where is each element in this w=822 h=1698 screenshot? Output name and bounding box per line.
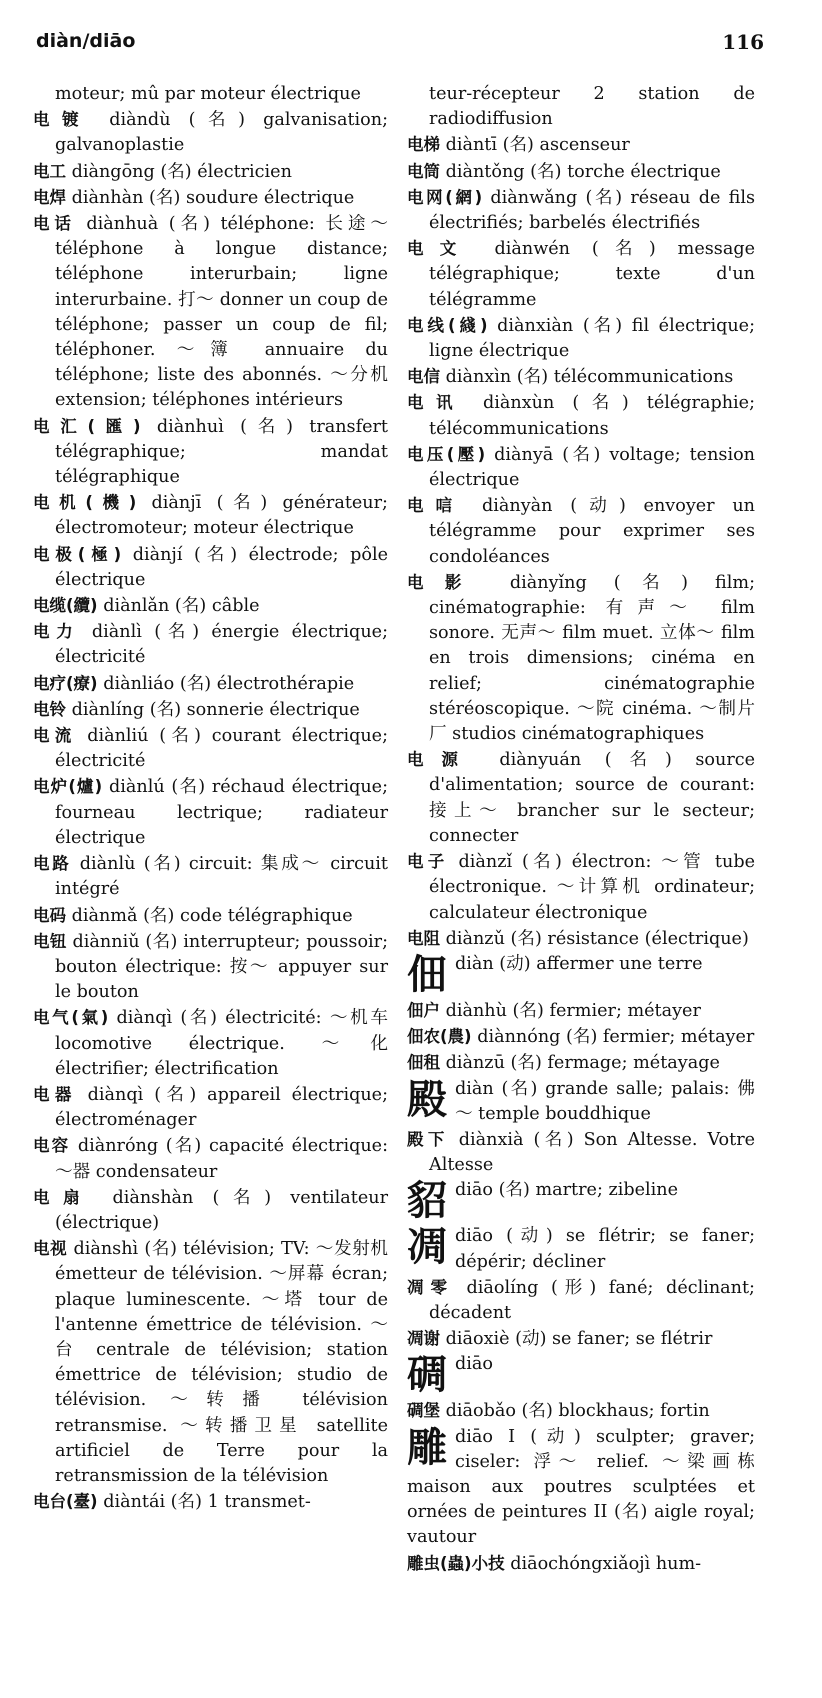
entry-headword: 碉堡	[407, 1401, 440, 1421]
entry-text: diànjí (名) électrode; pôle électrique	[55, 544, 388, 590]
dictionary-entry	[407, 132, 755, 158]
right-column	[407, 82, 755, 1577]
entry-text: diànqì (名) électricité: ～机车 locomotive électrique. ～化 électrifier; électrification	[55, 1008, 388, 1079]
page-number: 116	[722, 30, 764, 54]
entry-headword: 殿下	[407, 1129, 449, 1149]
head-character: 凋	[407, 1223, 447, 1271]
entry-text: diànwǎng (名) réseau de fils électrifiés; barbelés électrifiés	[429, 187, 755, 234]
entry-headword: 电极(極)	[33, 544, 122, 564]
entry-text: diāo	[455, 1354, 493, 1375]
entry-text: diànhuà (名) téléphone: 长途～ téléphone à longue distance; téléphone interurbain; ligne interurbaine. 打～ donner un coup de téléphone; passer un coup de fil; téléphoner. ～簿 annuaire du téléphone; liste des abonnés. ～分机 extension; téléphones intérieurs	[55, 214, 389, 411]
entry-text: diànxià (名) Son Altesse. Votre Altesse	[429, 1129, 756, 1176]
entry-text: diāo I (动) sculpter; graver; ciseler: 浮～ relief. ～梁画栋 maison aux poutres sculptées et ornées de peintures II (名) aigle royal; vautour	[407, 1426, 755, 1548]
dictionary-entry	[407, 747, 755, 849]
entry-continuation	[33, 82, 388, 107]
dictionary-entry	[33, 697, 388, 723]
entry-headword: 电容	[33, 1136, 71, 1156]
dictionary-entry	[407, 570, 755, 747]
dictionary-entry	[407, 442, 755, 493]
entry-headword: 电筒	[407, 161, 440, 181]
entry-text: diànlù (名) circuit: 集成～ circuit intégré	[55, 854, 388, 900]
head-character: 殿	[407, 1075, 447, 1123]
entry-text: diànyǐng (名) film; cinématographie: 有声～ film sonore. 无声～ film muet. 立体～ film en trois dimensions; cinéma en relief; cinématographie stéréoscopique. ～院 cinéma. ～制片厂 studios cinématographiques	[429, 572, 755, 745]
dictionary-entry	[33, 185, 388, 211]
dictionary-entry	[33, 1133, 388, 1184]
entry-text: diàntǒng (名) torche électrique	[445, 161, 721, 182]
entry-text: diànniǔ (名) interrupteur; poussoir; bouton électrique: 按～ appuyer sur le bouton	[55, 931, 388, 1003]
dictionary-entry	[407, 1551, 755, 1577]
entry-text: diànmǎ (名) code télégraphique	[71, 905, 353, 926]
entry-text: diànhù (名) fermier; métayer	[445, 1000, 701, 1021]
entry-headword: 电器	[33, 1084, 77, 1104]
entry-text: diànxùn (名) télégraphie; télécommunications	[429, 393, 756, 439]
dictionary-entry	[407, 1024, 755, 1050]
dictionary-entry	[33, 671, 388, 697]
head-character-entry	[407, 1077, 755, 1127]
entry-headword: 电子	[407, 852, 449, 872]
entry-headword: 凋谢	[407, 1329, 440, 1349]
dictionary-entry	[407, 1326, 755, 1352]
entry-headword: 电钮	[33, 931, 67, 951]
dictionary-entry	[33, 723, 388, 774]
entry-headword: 电线(綫)	[407, 315, 488, 335]
entry-text: diāo (名) martre; zibeline	[455, 1180, 679, 1201]
dictionary-entry	[407, 236, 755, 313]
entry-text: diāobǎo (名) blockhaus; fortin	[445, 1401, 710, 1422]
entry-headword: 电扇	[33, 1187, 94, 1207]
head-character-entry	[407, 1425, 755, 1551]
head-character-entry	[407, 1224, 755, 1274]
entry-text: diànxìn (名) télécommunications	[445, 367, 734, 388]
dictionary-entry	[407, 1275, 755, 1326]
entry-text: diànliú (名) courant électrique; électricité	[55, 726, 389, 772]
entry-headword: 电码	[33, 905, 66, 925]
entry-headword: 电话	[33, 214, 76, 234]
dictionary-entry	[33, 851, 388, 902]
entry-headword: 电网(網)	[407, 187, 483, 207]
entry-text: teur-récepteur 2 station de radiodiffusion	[429, 84, 755, 130]
dictionary-entry	[33, 159, 388, 185]
entry-text: diàndù (名) galvanisation; galvanoplastie	[55, 110, 389, 156]
entry-headword: 电汇(匯)	[33, 416, 141, 436]
entry-headword: 电信	[407, 367, 440, 387]
entry-text: diànshì (名) télévision; TV: ～发射机 émetteur de télévision. ～屏幕 écran; plaque luminescente. ～塔 tour de l'antenne émettrice de télévision. ～台 centrale de télévision; station émettrice de télévision; studio de télévision. ～转播 télévision retransmise. ～转播卫星 satellite artificiel de Terre pour la retransmission de la télévision	[55, 1239, 389, 1486]
entry-headword: 电力	[33, 622, 80, 642]
entry-headword: 凋零	[407, 1277, 454, 1297]
dictionary-entry	[33, 490, 388, 541]
entry-text: diànyuán (名) source d'alimentation; source de courant: 接上～ brancher sur le secteur; connecter	[429, 750, 756, 846]
dictionary-entry	[33, 774, 388, 851]
dictionary-entry	[407, 493, 755, 570]
entry-text: diànlì (名) énergie électrique; électricité	[55, 622, 388, 668]
page-header	[36, 30, 764, 60]
entry-text: diāolíng (形) fané; déclinant; décadent	[429, 1277, 755, 1323]
head-character: 雕	[407, 1423, 447, 1471]
entry-text: diànjī (名) générateur; électromoteur; moteur électrique	[55, 493, 388, 539]
dictionary-entry	[407, 185, 755, 236]
entry-headword: 雕虫(蟲)小技	[407, 1553, 505, 1573]
entry-headword: 电流	[33, 726, 77, 746]
entry-headword: 电气(氣)	[33, 1008, 109, 1028]
left-column	[33, 82, 388, 1515]
entry-text: diànyàn (动) envoyer un télégramme pour exprimer ses condoléances	[429, 496, 755, 567]
entry-text: diànliáo (名) électrothérapie	[103, 673, 355, 694]
entry-text: diànxiàn (名) fil électrique; ligne électrique	[429, 315, 756, 362]
entry-text: diànwén (名) message télégraphique; texte d'un télégramme	[429, 239, 755, 310]
entry-text: diāoxiè (动) se faner; se flétrir	[445, 1329, 713, 1350]
dictionary-entry	[33, 211, 388, 414]
dictionary-entry	[33, 542, 388, 593]
entry-text: diànhuì (名) transfert télégraphique; mandat télégraphique	[55, 416, 388, 488]
dictionary-entry	[407, 1127, 755, 1178]
entry-headword: 电焊	[33, 187, 66, 207]
head-character-entry	[407, 952, 755, 998]
entry-continuation	[407, 82, 755, 132]
entry-headword: 电镀	[33, 110, 92, 130]
entry-headword: 电文	[407, 239, 473, 259]
dictionary-entry	[407, 1050, 755, 1076]
entry-text: diàn (名) grande salle; palais: 佛～ temple bouddhique	[455, 1078, 755, 1124]
entry-text: diànlǎn (名) câble	[103, 596, 260, 617]
dictionary-entry	[407, 159, 755, 185]
entry-headword: 电疗(療)	[33, 673, 98, 693]
dictionary-entry	[33, 107, 388, 158]
entry-text: moteur; mû par moteur électrique	[55, 84, 361, 104]
entry-headword: 电路	[33, 854, 72, 874]
entry-headword: 电压(壓)	[407, 444, 486, 464]
dictionary-entry	[33, 1082, 388, 1133]
entry-text: diāochóngxiǎojì hum-	[510, 1553, 702, 1574]
dictionary-entry	[407, 313, 755, 364]
dictionary-entry	[33, 593, 388, 619]
entry-text: diànyā (名) voltage; tension électrique	[429, 444, 756, 491]
entry-headword: 电缆(纜)	[33, 596, 98, 616]
entry-text: diàn (动) affermer une terre	[455, 953, 703, 974]
entry-headword: 电唁	[407, 496, 465, 516]
entry-text: diànshàn (名) ventilateur (électrique)	[55, 1187, 389, 1233]
entry-text: diāo (动) se flétrir; se faner; dépérir; décliner	[455, 1226, 755, 1272]
head-character-entry	[407, 1352, 755, 1398]
dictionary-entry	[407, 849, 755, 926]
entry-headword: 电视	[33, 1239, 68, 1259]
entry-text: diànzǔ (名) résistance (électrique)	[445, 928, 749, 949]
dictionary-entry	[407, 1398, 755, 1424]
entry-headword: 佃户	[407, 1000, 440, 1020]
dictionary-entry	[33, 1236, 388, 1489]
entry-headword: 佃农(農)	[407, 1027, 472, 1047]
entry-headword: 电阻	[407, 928, 440, 948]
entry-text: diànlíng (名) sonnerie électrique	[71, 699, 360, 720]
entry-headword: 电影	[407, 572, 483, 592]
running-head: diàn/diāo	[36, 30, 136, 52]
entry-headword: 电机(機)	[33, 493, 137, 513]
entry-headword: 电铃	[33, 699, 66, 719]
dictionary-entry	[33, 1005, 388, 1082]
entry-text: diànnóng (名) fermier; métayer	[477, 1027, 755, 1048]
entry-text: diànlú (名) réchaud électrique; fourneau lectrique; radiateur électrique	[55, 777, 389, 848]
entry-text: diànzū (名) fermage; métayage	[445, 1053, 720, 1074]
dictionary-entry	[33, 1489, 388, 1515]
dictionary-entry	[33, 414, 388, 491]
head-character: 貂	[407, 1177, 447, 1225]
dictionary-entry	[33, 1185, 388, 1236]
dictionary-entry	[33, 929, 388, 1006]
head-character-entry	[407, 1178, 755, 1224]
entry-headword: 电炉(爐)	[33, 777, 103, 797]
entry-text: diànhàn (名) soudure électrique	[71, 187, 355, 208]
entry-text: diànróng (名) capacité électrique: ～器 condensateur	[55, 1136, 389, 1182]
entry-text: diànqì (名) appareil électrique; électroménager	[55, 1084, 389, 1131]
dictionary-entry	[33, 903, 388, 929]
entry-text: diànzǐ (名) électron: ～管 tube électronique. ～计算机 ordinateur; calculateur électronique	[429, 852, 756, 923]
entry-headword: 电台(臺)	[33, 1492, 98, 1512]
dictionary-entry	[33, 619, 388, 670]
entry-headword: 电讯	[407, 393, 465, 413]
entry-text: diàntái (名) 1 transmet-	[103, 1492, 311, 1513]
entry-headword: 佃租	[407, 1053, 440, 1073]
dictionary-entry	[407, 364, 755, 390]
dictionary-entry	[407, 998, 755, 1024]
entry-text: diàngōng (名) électricien	[71, 161, 292, 182]
dictionary-entry	[407, 926, 755, 952]
head-character: 碉	[407, 1351, 447, 1399]
entry-headword: 电梯	[407, 135, 440, 155]
entry-headword: 电工	[33, 161, 66, 181]
head-character: 佃	[407, 950, 447, 998]
dictionary-entry	[407, 390, 755, 441]
entry-headword: 电源	[407, 750, 476, 770]
entry-text: diàntī (名) ascenseur	[445, 135, 630, 156]
